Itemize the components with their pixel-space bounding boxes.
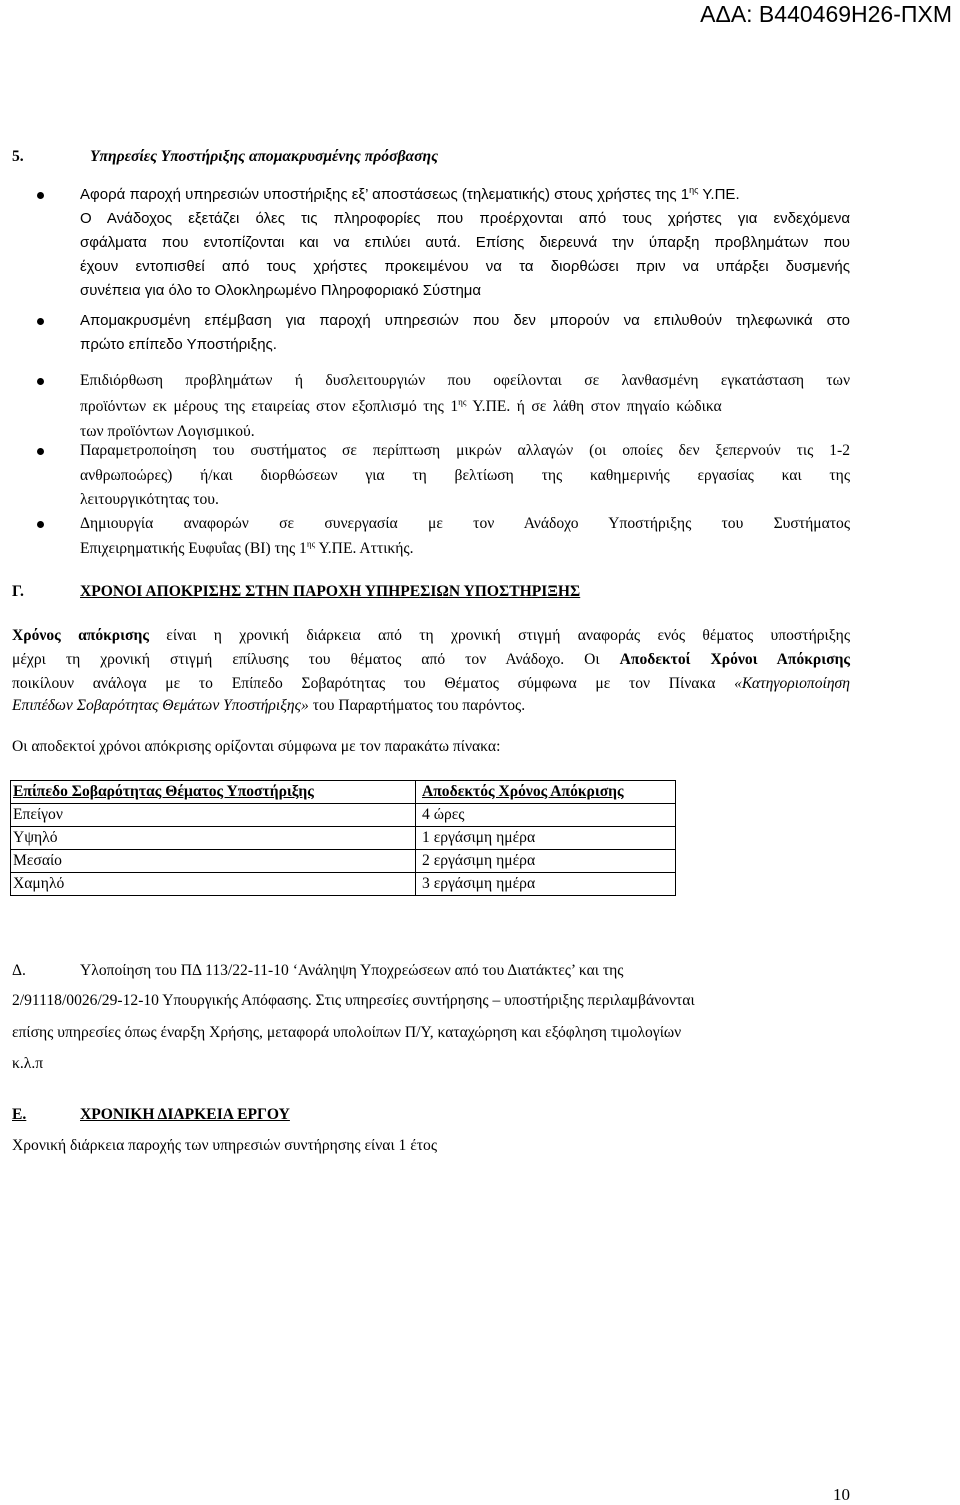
sectionG-p2: Οι αποδεκτοί χρόνοι απόκρισης ορίζονται σύμφωνα με τον παρακάτω πίνακα: (12, 738, 501, 755)
bullet-icon (37, 378, 44, 385)
bullet4-line2: ανθρωποώρες) ή/και διορθώσεων για τη βελτίωση της καθημερινής εργασίας και της (80, 467, 850, 484)
bullet1-line2: Ο Ανάδοχος εξετάζει όλες τις πληροφορίες που προέρχονται από τους χρήστες για ενδεχόμενα (80, 210, 850, 227)
bullet1-line1: Αφορά παροχή υπηρεσιών υποστήριξης εξ’ αποστάσεως (τηλεματικής) στους χρήστες της $1^{\eta\varsigma}$ Υ.ΠΕ. (80, 185, 740, 203)
sectionE-title: ΧΡΟΝΙΚΗ ΔΙΑΡΚΕΙΑ ΕΡΓΟΥ (80, 1106, 290, 1123)
bullet-icon (37, 192, 44, 199)
table-cell: 3 εργάσιμη ημέρα (416, 873, 676, 896)
bullet3-line1: Επιδιόρθωση προβλημάτων ή δυσλειτουργιών που οφείλονται σε λανθασμένη εγκατάσταση των (80, 372, 850, 389)
sectionD-line4: κ.λ.π (12, 1055, 44, 1072)
table-cell: 1 εργάσιμη ημέρα (416, 827, 676, 850)
bullet3-line3: των προϊόντων Λογισμικού. (80, 423, 255, 440)
sectionD-line1: Υλοποίηση του ΠΔ 113/22-11-10 ‘Ανάληψη Υποχρεώσεων από του Διατάκτες’ και της (80, 962, 624, 979)
bullet5-line1: Δημιουργία αναφορών σε συνεργασία με τον Ανάδοχο Υποστήριξης του Συστήματος (80, 515, 850, 532)
table-header-cell: Αποδεκτός Χρόνος Απόκρισης (416, 781, 676, 804)
bullet-icon (37, 521, 44, 528)
sectionG-p1-line3: ποικίλουν ανάλογα με το Επίπεδο Σοβαρότητας του Θέματος σύμφωνα με τον Πίνακα «Κατηγοριοποίηση (12, 675, 850, 692)
sectionG-p1-line2: μέχρι τη χρονική στιγμή επίλυσης του θέματος από τον Ανάδοχο. Οι Αποδεκτοί Χρόνοι Απόκρισης (12, 651, 850, 668)
sectionD-letter: Δ. (12, 962, 26, 979)
table-header-cell: Επίπεδο Σοβαρότητας Θέματος Υποστήριξης (11, 781, 416, 804)
sectionG-letter: Γ. (12, 583, 24, 600)
table-cell: 2 εργάσιμη ημέρα (416, 850, 676, 873)
table-cell: Μεσαίο (11, 850, 416, 873)
table-cell: Υψηλό (11, 827, 416, 850)
bullet1-line4: έχουν εντοπισθεί από τους χρήστες προκειμένου να τα διορθώσει πριν να υπάρξει δυσμενής (80, 258, 850, 275)
bullet3-line2: προϊόντων εκ μέρους της εταιρείας στον εξοπλισμό της $1^{\eta\varsigma}$ Υ.ΠΕ. ή σε λάθη στον πηγαίο κώδικα (80, 397, 722, 415)
bullet-icon (37, 318, 44, 325)
bullet4-line3: λειτουργικότητας του. (80, 491, 219, 508)
sectionD-line2: 2/91118/0026/29-12-10 Υπουργικής Απόφασης. Στις υπηρεσίες συντήρησης – υποστήριξης περιλαμβάνονται (12, 992, 695, 1009)
table-cell: Επείγον (11, 804, 416, 827)
bullet2-line2: πρώτο επίπεδο Υποστήριξης. (80, 336, 277, 353)
bullet-icon (37, 448, 44, 455)
table-row (11, 850, 676, 873)
bullet4-line1: Παραμετροποίηση του συστήματος σε περίπτωση μικρών αλλαγών (οι οποίες δεν ξεπερνούν τις 1-2 (80, 442, 850, 459)
bullet1-line5: συνέπεια για όλο το Ολοκληρωμένο Πληροφοριακό Σύστημα (80, 282, 482, 299)
section5-title: Υπηρεσίες Υποστήριξης απομακρυσμένης πρόσβασης (90, 148, 439, 165)
bullet2-line1: Απομακρυσμένη επέμβαση για παροχή υπηρεσιών που δεν μπορούν να επιλυθούν τηλεφωνικά στο (80, 312, 850, 329)
sectionG-p1-line1: Χρόνος απόκρισης είναι η χρονική διάρκεια από τη χρονική στιγμή αναφοράς ενός θέματος υποστήριξης (12, 627, 850, 644)
table-row (11, 827, 676, 850)
table-row (11, 873, 676, 896)
sectionG-title: ΧΡΟΝΟΙ ΑΠΟΚΡΙΣΗΣ ΣΤΗΝ ΠΑΡΟΧΗ ΥΠΗΡΕΣΙΩΝ ΥΠΟΣΤΗΡΙΞΗΣ (80, 583, 581, 600)
sectionE-letter: Ε. (12, 1106, 27, 1123)
sectionD-line3: επίσης υπηρεσίες όπως έναρξη Χρήσης, μεταφορά υπολοίπων Π/Υ, καταχώρηση και εξόφληση τιμολογίων (12, 1024, 682, 1041)
sectionG-p1-line4: Επιπέδων Σοβαρότητας Θεμάτων Υποστήριξης» του Παραρτήματος του παρόντος. (12, 697, 526, 714)
section5-number: 5. (12, 148, 24, 165)
table-row (11, 804, 676, 827)
bullet5-line2: Επιχειρηματικής Ευφυΐας (BI) της $1^{\eta\varsigma}$ Υ.ΠΕ. Αττικής. (80, 539, 414, 557)
response-time-table (10, 780, 676, 896)
table-cell: Χαμηλό (11, 873, 416, 896)
table-header-row (11, 781, 676, 804)
document-code: ΑΔΑ: Β440469Η26-ΠΧΜ (700, 1, 952, 27)
bullet1-line3: σφάλματα που εντοπίζονται και να επιλύει αυτά. Επίσης διερευνά την ύπαρξη προβλημάτων που (80, 234, 850, 251)
page-number: 10 (833, 1485, 850, 1504)
sectionE-text: Χρονική διάρκεια παροχής των υπηρεσιών συντήρησης είναι 1 έτος (12, 1137, 438, 1154)
table-cell: 4 ώρες (416, 804, 676, 827)
